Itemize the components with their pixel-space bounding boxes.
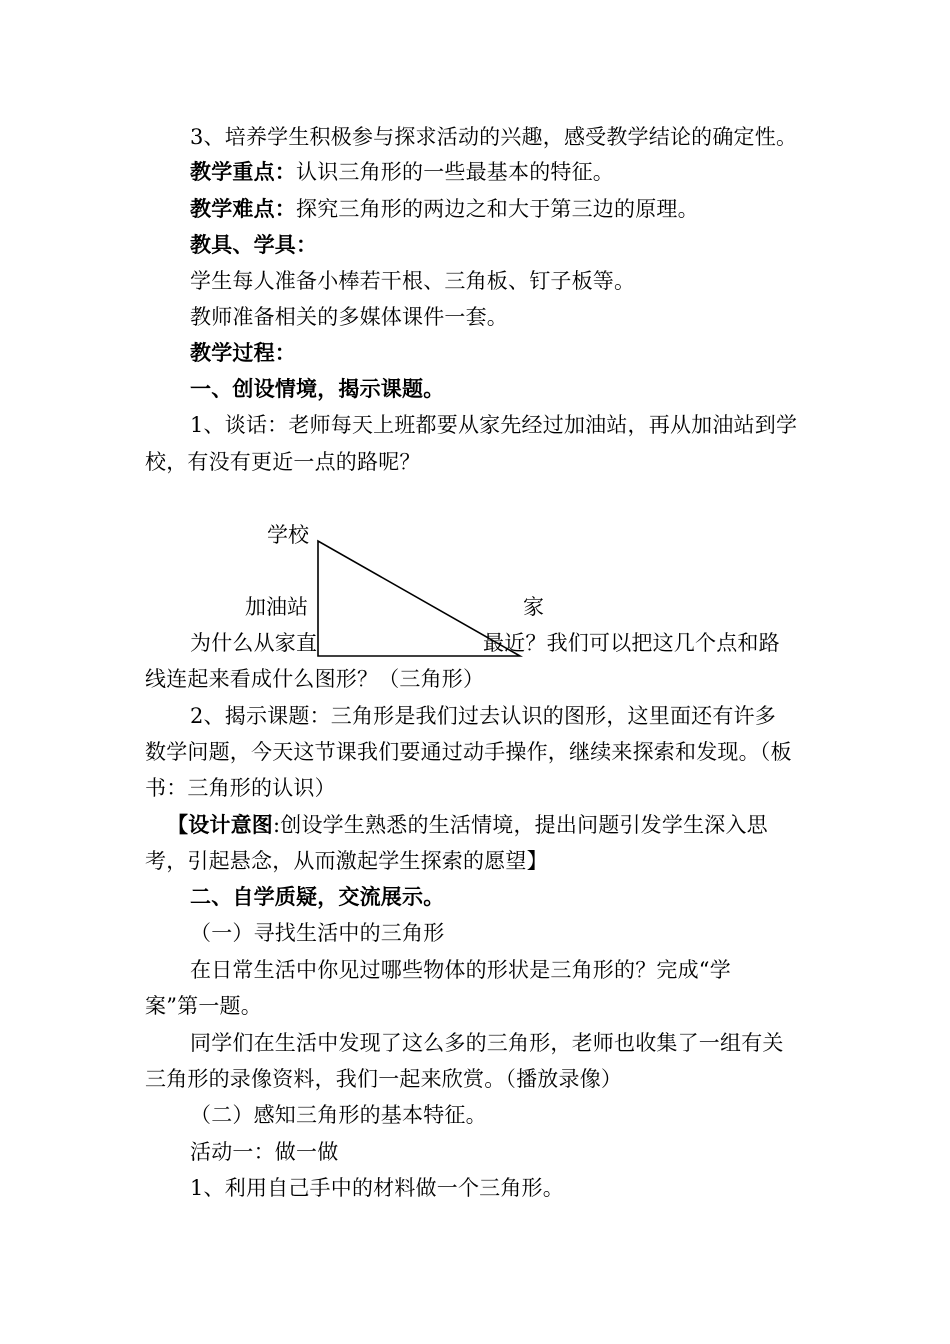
reveal-topic: 2、揭示课题：三角形是我们过去认识的图形，这里面还有许多 [190,704,776,728]
objective-3: 3、培养学生积极参与探求活动的兴趣，感受教学结论的确定性。 [190,125,798,149]
teaching-focus-label: 教学重点： [190,159,296,184]
section-1-heading: 一、创设情境，揭示课题。 [190,376,445,401]
paragraph-talk: 1、谈话：老师每天上班都要从家先经过加油站，再从加油站到学 [190,413,798,437]
label-gas-station: 加油站 [245,595,308,619]
activity-1: 活动一：做一做 [190,1140,339,1164]
paragraph-daily-life: 在日常生活中你见过哪些物体的形状是三角形的？完成“学 [190,958,731,982]
teaching-difficulty-text: 探究三角形的两边之和大于第三边的原理。 [296,197,699,221]
paragraph-video: 同学们在生活中发现了这么多的三角形，老师也收集了一组有关 [190,1031,784,1055]
paragraph-daily-life-cont: 案”第一题。 [145,994,262,1018]
question-line-b: 最近？我们可以把这几个点和路 [483,631,780,655]
subsection-2: （二）感知三角形的基本特征。 [190,1103,487,1127]
section-2-heading: 二、自学质疑，交流展示。 [190,884,445,909]
process-heading: 教学过程： [190,340,296,365]
label-school: 学校 [267,523,309,547]
reveal-topic-cont: 数学问题，今天这节课我们要通过动手操作，继续来探索和发现。（板 [145,740,792,764]
activity-1-step-1: 1、利用自己手中的材料做一个三角形。 [190,1176,564,1200]
question-line-a: 为什么从家直 [190,631,318,655]
paragraph-talk-cont: 校，有没有更近一点的路呢？ [145,450,421,474]
teaching-difficulty-label: 教学难点： [190,196,296,221]
subsection-1: （一）寻找生活中的三角形 [190,921,445,945]
teacher-materials: 教师准备相关的多媒体课件一套。 [190,305,508,329]
label-home: 家 [523,595,544,619]
student-materials: 学生每人准备小棒若干根、三角板、钉子板等。 [190,269,636,293]
design-intent-label: 【设计意图 [167,812,273,837]
design-intent-cont: 考，引起悬念，从而激起学生探索的愿望】 [145,849,548,873]
paragraph-video-cont: 三角形的录像资料，我们一起来欣赏。（播放录像） [145,1067,623,1091]
design-intent-text: :创设学生熟悉的生活情境，提出问题引发学生深入思 [273,813,768,837]
design-intent [167,810,768,840]
materials-heading: 教具、学具： [190,232,318,257]
question-line-cont: 线连起来看成什么图形？（三角形） [145,667,485,691]
teaching-focus-text: 认识三角形的一些最基本的特征。 [296,160,614,184]
reveal-topic-end: 书：三角形的认识） [145,776,336,800]
